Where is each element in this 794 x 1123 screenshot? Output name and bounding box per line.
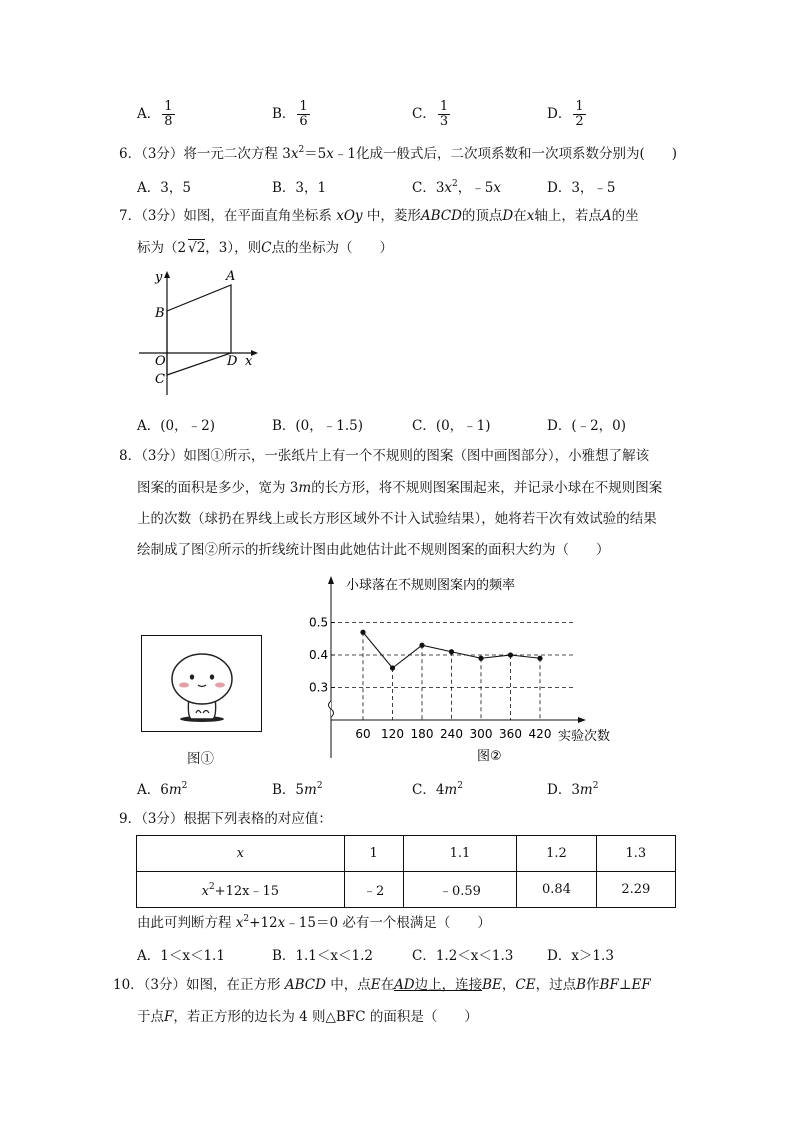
q6-option-b: B．3，1 xyxy=(272,180,327,196)
table-header-cell: x xyxy=(137,836,345,872)
q7-stem-line2: 标为（2 √2，3），则C点的坐标为（ ） xyxy=(137,240,393,256)
table-row xyxy=(137,872,676,908)
q9-option-a: A．1＜x＜1.1 xyxy=(137,948,225,964)
q5-option-a: A． $\frac{1}{8}$ xyxy=(137,99,173,129)
q8-option-b: B．$5m^2$ xyxy=(272,781,323,798)
q6-stem: 6．（3分）将一元二次方程 $3x^2=5x﹣1$化成一般式后，二次项系数和一次项系数分别为( ) xyxy=(119,145,678,162)
q8-stem-line4: 绘制成了图②所示的折线统计图由此她估计此不规则图案的面积大约为（ ） xyxy=(137,542,610,558)
q5-option-d: D． $\frac{1}{2}$ xyxy=(547,99,584,129)
q8-stem-line1: 8．（3分）如图①所示，一张纸片上有一个不规则的图案（图中画图部分），小雅想了解该 xyxy=(119,448,650,464)
q5-option-b: B． $\frac{1}{6}$ xyxy=(272,99,308,129)
q10-stem-line1: 10．（3分）如图，在正方形 ABCD 中，点E在AD边上，连接BE，CE，过点B作BF⊥EF xyxy=(113,977,651,993)
x-axis-arrow-icon xyxy=(578,717,586,723)
table-cell: ﹣2 xyxy=(344,872,403,908)
fig-label-y: y xyxy=(155,270,163,285)
figure2-caption: 图② xyxy=(477,749,502,764)
q6-option-c: C．$3x^2$，﹣5x xyxy=(412,179,501,196)
q9-value-table xyxy=(136,835,676,908)
q8-stem-line3: 上的次数（球扔在界线上或长方形区域外不计入试验结果），她将若干次有效试验的结果 xyxy=(137,511,657,527)
q8-stem-line2: 图案的面积是多少，宽为 3m的长方形，将不规则图案围起来，并记录小球在不规则图案 xyxy=(137,480,663,496)
x-tick-label: 360 xyxy=(499,727,522,741)
q7-option-d: D．(﹣2，0) xyxy=(547,418,627,434)
data-point xyxy=(360,630,365,635)
q9-stem: 9．（3分）根据下列表格的对应值： xyxy=(119,811,332,827)
x-tick-label: 420 xyxy=(528,727,552,741)
q9-option-b: B．1.1＜x＜1.2 xyxy=(272,948,373,964)
fig-label-x: x xyxy=(245,354,253,369)
frequency-line-chart xyxy=(300,568,630,768)
data-point xyxy=(419,643,424,648)
table-cell: ﹣0.59 xyxy=(403,872,517,908)
x-tick-label: 300 xyxy=(469,727,493,741)
q6-option-a: A．3，5 xyxy=(137,180,191,196)
fig-label-d: D xyxy=(227,354,238,369)
x-tick-label: 180 xyxy=(410,727,434,741)
fig-label-b: B xyxy=(155,306,165,321)
y-tick-label: 0.4 xyxy=(309,648,329,662)
data-point xyxy=(390,665,395,670)
q9-option-c: C．1.2＜x＜1.3 xyxy=(412,948,514,964)
table-header-cell: 1.1 xyxy=(403,836,517,872)
q7-coordinate-figure xyxy=(135,265,265,400)
data-point xyxy=(478,656,483,661)
q7-option-c: C．(0，﹣1) xyxy=(412,418,491,434)
figure1-box xyxy=(141,635,263,733)
data-point xyxy=(508,652,513,657)
q6-option-d: D．3，﹣5 xyxy=(547,180,616,196)
chart-x-label: 实验次数 xyxy=(558,729,611,744)
y-axis-arrow-icon xyxy=(328,576,334,584)
axis-break-mark xyxy=(329,701,334,717)
q7-option-a: A．(0，﹣2) xyxy=(137,418,215,434)
fig-label-c: C xyxy=(155,372,165,387)
q7-option-b: B．(0，﹣1.5) xyxy=(272,418,364,434)
q9-option-d: D．x＞1.3 xyxy=(547,948,614,964)
data-point xyxy=(537,656,542,661)
x-tick-label: 120 xyxy=(381,727,404,741)
q10-stem-line2: 于点F，若正方形的边长为 4 则△BFC 的面积是（ ） xyxy=(137,1009,478,1025)
x-tick-label: 60 xyxy=(355,727,371,741)
q7-stem-line1: 7．（3分）如图，在平面直角坐标系 xOy 中，菱形ABCD的顶点D在x轴上，若点A的坐 xyxy=(119,208,639,224)
figure1-caption: 图① xyxy=(187,751,214,767)
y-tick-label: 0.5 xyxy=(309,615,329,630)
y-tick-label: 0.3 xyxy=(309,680,329,695)
q8-option-a: A．$6m^2$ xyxy=(137,781,188,798)
table-header-cell: 1 xyxy=(344,836,403,872)
table-header-cell: 1.3 xyxy=(596,836,675,872)
fig-label-a: A xyxy=(226,269,236,284)
table-header-cell: 1.2 xyxy=(517,836,596,872)
x-tick-label: 240 xyxy=(440,727,463,741)
fig-label-o: O xyxy=(155,354,166,369)
q8-option-c: C．$4m^2$ xyxy=(412,781,463,798)
table-cell: 2.29 xyxy=(596,872,675,908)
table-row-label: $x^2+12x﹣15$ xyxy=(137,872,345,908)
q9-conclusion: 由此可判断方程 $x^2+12x﹣15=0$ 必有一个根满足（ ） xyxy=(137,914,491,931)
data-point xyxy=(449,649,454,654)
chart-title: 小球落在不规则图案内的频率 xyxy=(346,578,516,593)
q8-option-d: D．$3m^2$ xyxy=(547,781,599,798)
table-row xyxy=(137,836,676,872)
table-cell: 0.84 xyxy=(517,872,596,908)
q5-option-c: C． $\frac{1}{3}$ xyxy=(412,99,449,129)
